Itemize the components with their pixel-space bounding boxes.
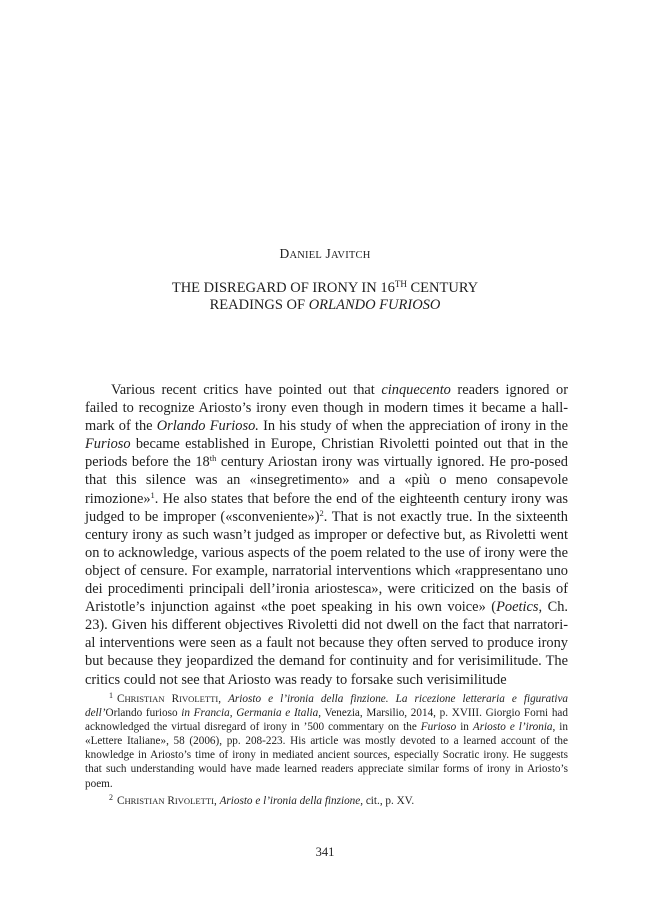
footnotes-section (85, 689, 568, 808)
title-line-2-text: READINGS OF (209, 297, 309, 313)
footnote-ref-2[interactable]: 2 (319, 507, 324, 518)
footnote-2: $^2$ CHRISTIAN RIVOLETTI, Ariosto e l’ironia della finzione, cit., p. XV. (109, 792, 415, 807)
body-paragraph: Various recent critics have pointed out that cinquecento readers ignored or failed to recognize Ariosto’s irony even though in modern times it became a hall-mark of the Orlando Furioso. In his study of when the appreciation of irony in the Furioso became established in Europe, Christian Rivoletti pointed out that in the periods before the 18th century Ariostan irony was virtually ignored. He pro-posed that this silence was an «insegretimento» and a «più o meno consapevole rimozione»$^1$. He also states that before the end of the eighteenth century irony was judged to be improper («sconveniente»)$^2$. That is not exactly true. In the sixteenth century irony as such wasn’t judged as improper or defective but, as Rivoletti went on to acknowledge, various aspects of the poem related to the use of irony were the object of censure. For example, narratorial interventions which «rappresentano uno dei procedimenti principali dell’ironia ariostesca», were criticized on the basis of Aristotle’s injunction against «the poet speaking in his own voice» (Poetics, Ch. 23). Given his different objectives Rivoletti did not dwell on the fact that narratori-al interventions were seen as a fault not because they often served to produce irony but because they jeopardized the demand for continuity and for verisimilitude. The critics could not see that Ariosto was ready to forsake such verisimilitude (85, 382, 568, 688)
page-number: 341 (315, 845, 335, 859)
footnote-ref-1[interactable]: 1 (150, 489, 155, 500)
author-last-name-rest: AVITCH (330, 250, 371, 261)
title-line-2 (0, 297, 650, 314)
author-first-name-rest: ANIEL (289, 250, 322, 261)
footnote-1-number: 1 (109, 691, 113, 700)
footnote-2-number: 2 (109, 792, 113, 802)
footnote-1: $^1$ CHRISTIAN RIVOLETTI, Ariosto e l’ironia della finzione. La ricezione letteraria e figurativa dell’Orlando furioso in Francia, Germania e Italia, Venezia, Marsilio, 2014, p. XVIII. Giorgio Forni had acknowledged the virtual disregard of irony in ’500 commentary on the Furioso in Ariosto e l’ironia, in «Lettere Italiane», 58 (2006), pp. 208-223. His article was mostly devoted to a learned account of the knowledge in Ariosto’s time of irony in mediated ancient sources, especially Socratic irony. He suggests that such understanding would have made learned readers appreciate similar forms of irony in Ariosto’s poem. (85, 691, 569, 790)
title-italic-work: ORLANDO FURIOSO (308, 297, 441, 313)
title-line-1 (0, 280, 650, 297)
author-initial-first: D (279, 246, 290, 261)
title-superscript: TH (394, 279, 407, 289)
author-name (0, 246, 650, 262)
article-title (0, 280, 650, 314)
title-line-1-end: CENTURY (406, 280, 479, 296)
author-initial-last: J (325, 246, 331, 261)
title-line-1-text: THE DISREGARD OF IRONY IN 16 (171, 280, 395, 296)
